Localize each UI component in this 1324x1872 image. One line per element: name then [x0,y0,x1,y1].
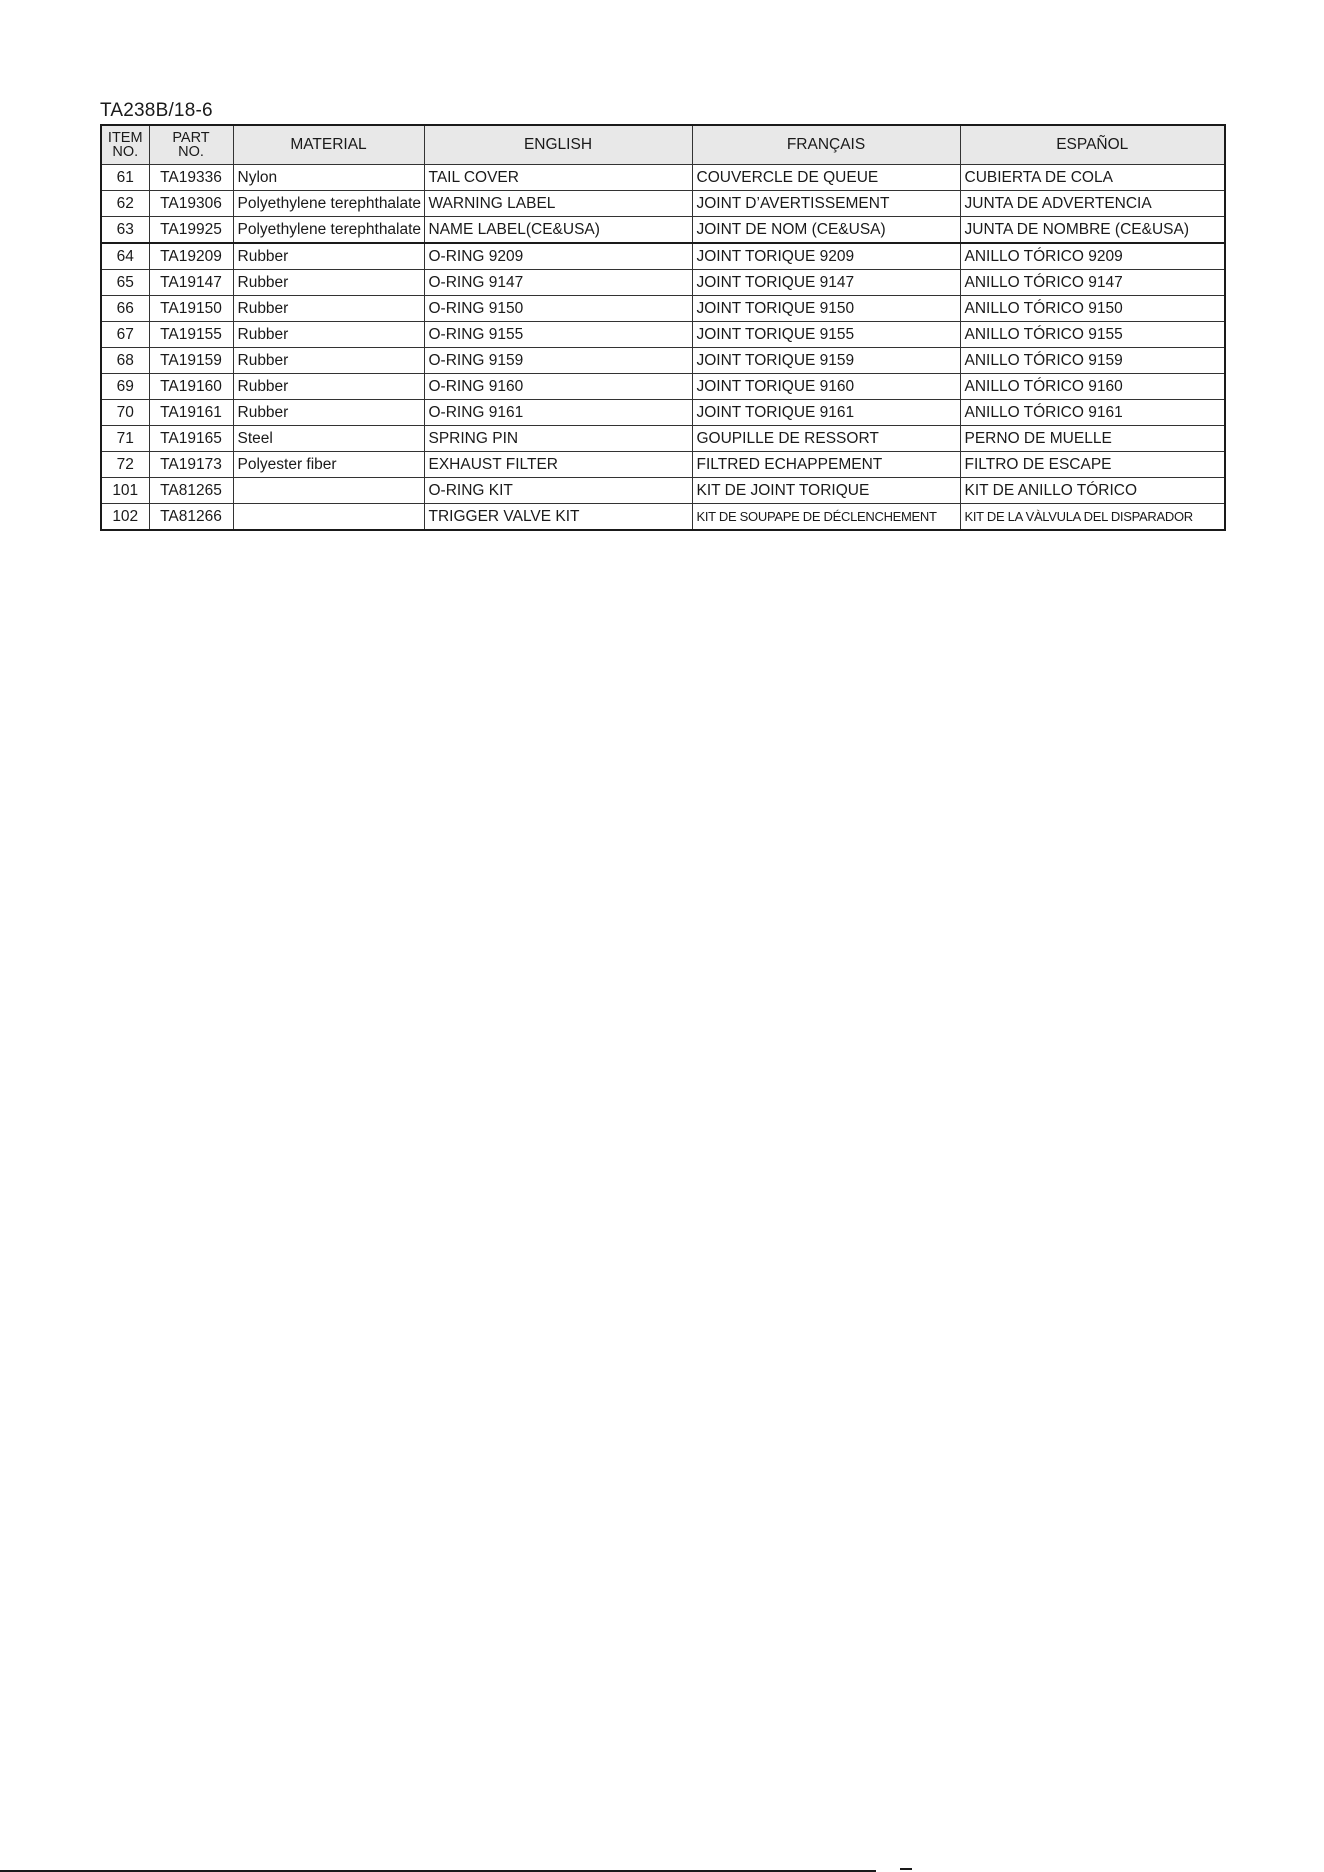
francais-cell: COUVERCLE DE QUEUE [692,165,960,191]
english-cell: SPRING PIN [424,426,692,452]
francais-cell: JOINT TORIQUE 9159 [692,348,960,374]
part-no-cell: TA19336 [149,165,233,191]
item-no-cell: 102 [101,504,149,531]
item-no-cell: 101 [101,478,149,504]
table-row [101,243,1225,270]
english-cell: TAIL COVER [424,165,692,191]
francais-cell: JOINT D’AVERTISSEMENT [692,191,960,217]
espanol-cell: KIT DE ANILLO TÓRICO [960,478,1225,504]
english-cell: O-RING 9209 [424,243,692,270]
material-cell: Polyester fiber [233,452,424,478]
header-part-no [149,125,233,165]
item-no-cell: 64 [101,243,149,270]
espanol-cell: KIT DE LA VÀLVULA DEL DISPARADOR [960,504,1225,531]
material-cell: Rubber [233,374,424,400]
espanol-cell: ANILLO TÓRICO 9155 [960,322,1225,348]
item-no-cell: 70 [101,400,149,426]
english-cell: EXHAUST FILTER [424,452,692,478]
table-row [101,217,1225,244]
table-row [101,426,1225,452]
english-cell: TRIGGER VALVE KIT [424,504,692,531]
material-cell: Nylon [233,165,424,191]
item-no-cell: 66 [101,296,149,322]
item-no-cell: 65 [101,270,149,296]
header-part-line1: PART [172,129,210,146]
english-cell: O-RING 9161 [424,400,692,426]
header-part-line2: NO. [178,144,204,160]
item-no-cell: 62 [101,191,149,217]
table-row [101,322,1225,348]
material-cell: Rubber [233,322,424,348]
english-cell: NAME LABEL(CE&USA) [424,217,692,244]
espanol-cell: JUNTA DE NOMBRE (CE&USA) [960,217,1225,244]
table-row [101,478,1225,504]
document-code: TA238B/18-6 [100,100,213,121]
francais-cell: JOINT TORIQUE 9160 [692,374,960,400]
material-cell: Rubber [233,400,424,426]
table-row [101,296,1225,322]
table-row [101,191,1225,217]
item-no-cell: 72 [101,452,149,478]
part-no-cell: TA19209 [149,243,233,270]
espanol-cell: ANILLO TÓRICO 9159 [960,348,1225,374]
header-francais: FRANÇAIS [692,125,960,165]
francais-cell: JOINT TORIQUE 9161 [692,400,960,426]
item-no-cell: 61 [101,165,149,191]
item-no-cell: 69 [101,374,149,400]
english-cell: O-RING 9147 [424,270,692,296]
parts-table-body [101,165,1225,531]
material-cell [233,478,424,504]
part-no-cell: TA19306 [149,191,233,217]
table-row [101,374,1225,400]
material-cell: Rubber [233,243,424,270]
parts-table [100,124,1226,531]
francais-cell: KIT DE SOUPAPE DE DÉCLENCHEMENT [692,504,960,531]
part-no-cell: TA19150 [149,296,233,322]
table-row [101,165,1225,191]
espanol-cell: ANILLO TÓRICO 9160 [960,374,1225,400]
part-no-cell: TA19147 [149,270,233,296]
table-row [101,270,1225,296]
francais-cell: JOINT TORIQUE 9147 [692,270,960,296]
espanol-cell: ANILLO TÓRICO 9150 [960,296,1225,322]
francais-cell: FILTRED ECHAPPEMENT [692,452,960,478]
francais-cell: KIT DE JOINT TORIQUE [692,478,960,504]
material-cell: Steel [233,426,424,452]
header-item-line2: NO. [112,144,139,160]
part-no-cell: TA19161 [149,400,233,426]
table-row [101,348,1225,374]
table-row [101,400,1225,426]
english-cell: O-RING KIT [424,478,692,504]
material-cell: Rubber [233,270,424,296]
header-english: ENGLISH [424,125,692,165]
english-cell: O-RING 9155 [424,322,692,348]
espanol-cell: FILTRO DE ESCAPE [960,452,1225,478]
part-no-cell: TA19160 [149,374,233,400]
part-no-cell: TA19173 [149,452,233,478]
item-no-cell: 67 [101,322,149,348]
header-material: MATERIAL [233,125,424,165]
english-cell: O-RING 9150 [424,296,692,322]
english-cell: O-RING 9159 [424,348,692,374]
part-no-cell: TA19165 [149,426,233,452]
francais-cell: JOINT TORIQUE 9209 [692,243,960,270]
part-no-cell: TA19925 [149,217,233,244]
part-no-cell: TA81266 [149,504,233,531]
material-cell [233,504,424,531]
espanol-cell: ANILLO TÓRICO 9147 [960,270,1225,296]
item-no-cell: 71 [101,426,149,452]
header-item-line1: ITEM [107,129,143,146]
table-row [101,504,1225,531]
espanol-cell: CUBIERTA DE COLA [960,165,1225,191]
header-row [101,125,1225,165]
header-espanol: ESPAÑOL [960,125,1225,165]
francais-cell: JOINT DE NOM (CE&USA) [692,217,960,244]
header-item-no [101,125,149,165]
francais-cell: GOUPILLE DE RESSORT [692,426,960,452]
footer-mark [900,1868,912,1870]
francais-cell: JOINT TORIQUE 9155 [692,322,960,348]
espanol-cell: ANILLO TÓRICO 9161 [960,400,1225,426]
item-no-cell: 68 [101,348,149,374]
francais-cell: JOINT TORIQUE 9150 [692,296,960,322]
material-cell: Rubber [233,296,424,322]
part-no-cell: TA19159 [149,348,233,374]
item-no-cell: 63 [101,217,149,244]
material-cell: Rubber [233,348,424,374]
espanol-cell: PERNO DE MUELLE [960,426,1225,452]
espanol-cell: JUNTA DE ADVERTENCIA [960,191,1225,217]
table-row [101,452,1225,478]
parts-table-header [101,125,1225,165]
part-no-cell: TA19155 [149,322,233,348]
material-cell: Polyethylene terephthalate [233,217,424,244]
material-cell: Polyethylene terephthalate [233,191,424,217]
english-cell: WARNING LABEL [424,191,692,217]
english-cell: O-RING 9160 [424,374,692,400]
espanol-cell: ANILLO TÓRICO 9209 [960,243,1225,270]
part-no-cell: TA81265 [149,478,233,504]
